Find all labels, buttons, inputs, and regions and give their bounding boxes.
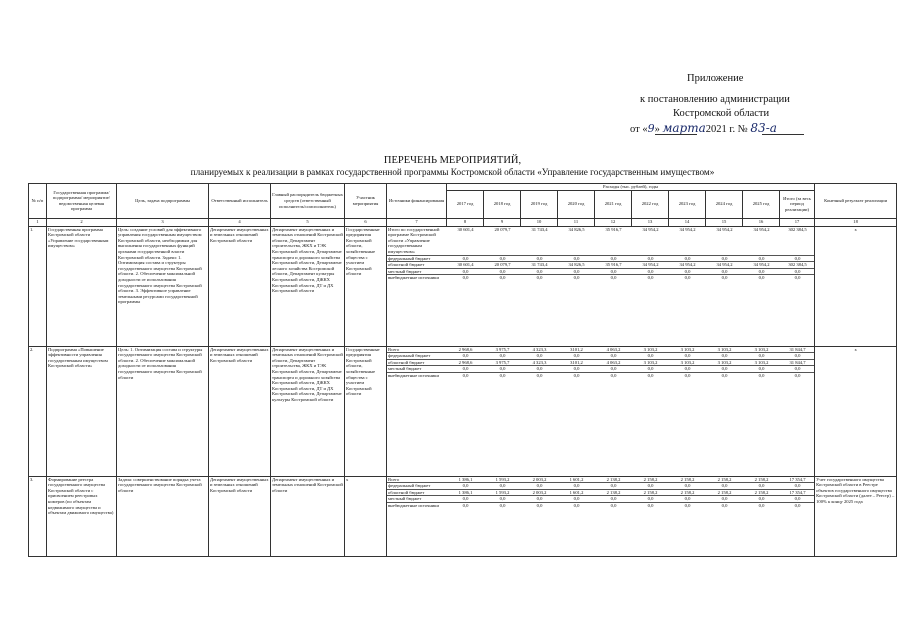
financing-year-value: 3 103,2 bbox=[669, 347, 706, 353]
financing-year-value: 31 743,4 bbox=[521, 227, 558, 255]
financing-table bbox=[387, 347, 815, 379]
financing-year-value: 0,0 bbox=[536, 275, 543, 281]
financing-year-value: 1 593,2 bbox=[484, 477, 521, 483]
financing-year-value: 0,0 bbox=[558, 353, 595, 360]
column-number-row bbox=[29, 218, 897, 226]
financing-year-value: 0,0 bbox=[462, 372, 469, 378]
financing-year-value: 0,0 bbox=[706, 353, 743, 360]
financing-year-value: 0,0 bbox=[521, 483, 558, 490]
year-header: 2019 год bbox=[521, 190, 558, 218]
financing-total-value: 17 354,7 bbox=[780, 477, 815, 483]
financing-row bbox=[387, 483, 815, 490]
financing-year-value: 20 079,7 bbox=[484, 262, 521, 269]
financing-row bbox=[387, 489, 815, 496]
financing-year-value: 0,0 bbox=[610, 502, 617, 508]
row-goal: Цель: 1. Оптимизация состава и структуры государственного имущества Костромской области. 2. Обеспечение максимальной доходности от использования государственного имущества Костромской области bbox=[117, 346, 209, 476]
col-number: 7 bbox=[387, 218, 447, 226]
financing-year-value: 0,0 bbox=[758, 502, 765, 508]
financing-row bbox=[387, 359, 815, 366]
financing-total-value: 302 384,5 bbox=[780, 262, 815, 269]
financing-source-label: областной бюджет bbox=[387, 489, 447, 496]
financing-year-value: 0,0 bbox=[743, 255, 780, 262]
col-number: 3 bbox=[117, 218, 209, 226]
handwritten-month: марта bbox=[662, 121, 706, 135]
row-result: x bbox=[815, 226, 897, 346]
financing-year-value: 0,0 bbox=[447, 483, 484, 490]
financing-year-value: 0,0 bbox=[536, 502, 543, 508]
financing-year-value: 4 063,2 bbox=[595, 359, 632, 366]
financing-year-value: 1 601,2 bbox=[558, 477, 595, 483]
row-executor: Департамент имущественных и земельных отношений Костромской области bbox=[209, 226, 271, 346]
financing-year-value: 3 103,2 bbox=[632, 347, 669, 353]
col-number: 12 bbox=[595, 218, 632, 226]
financing-source-label: областной бюджет bbox=[387, 262, 447, 269]
row-name: Государственная программа Костромской области «Управление государственным имуществом» bbox=[47, 226, 117, 346]
financing-year-value: 0,0 bbox=[595, 483, 632, 490]
year-header: 2017 год bbox=[447, 190, 484, 218]
financing-year-value: 2 158,2 bbox=[632, 489, 669, 496]
financing-year-value: 0,0 bbox=[632, 366, 669, 373]
financing-year-value: 0,0 bbox=[721, 275, 728, 281]
col-goal-header: Цель, задача подпрограммы bbox=[117, 184, 209, 219]
financing-year-value: 34 826,5 bbox=[558, 227, 595, 255]
financing-year-value: 0,0 bbox=[499, 372, 506, 378]
financing-year-value: 2 003,2 bbox=[521, 477, 558, 483]
financing-year-value: 0,0 bbox=[721, 502, 728, 508]
financing-year-value: 0,0 bbox=[595, 353, 632, 360]
financing-source-label: областной бюджет bbox=[387, 359, 447, 366]
financing-year-value: 31 743,4 bbox=[521, 262, 558, 269]
col-number: 13 bbox=[632, 218, 669, 226]
header-row-1 bbox=[29, 184, 897, 191]
document-title: ПЕРЕЧЕНЬ МЕРОПРИЯТИЙ, bbox=[383, 155, 522, 166]
financing-year-value: 0,0 bbox=[647, 502, 654, 508]
financing-year-value: 0,0 bbox=[536, 372, 543, 378]
year-header: 2022 год bbox=[632, 190, 669, 218]
financing-row bbox=[387, 372, 815, 378]
col-number: 16 bbox=[743, 218, 780, 226]
row-number: 1. bbox=[29, 226, 47, 346]
year-header: 2020 год bbox=[558, 190, 595, 218]
row-manager: Департамент имущественных и земельных отношений Костромской области, Департамент строительства, ЖКХ и ТЭК Костромской области, Департамент транспорта и дорожного хозяйства Костромской области, Департамент лесного хозяйства Костромской области, Департамент культуры Костромской области, ДЖКХ Костромской области, ДТ и ДХ Костромской области bbox=[271, 226, 345, 346]
financing-year-value: 0,0 bbox=[558, 496, 595, 503]
financing-source-label: местный бюджет bbox=[387, 366, 447, 373]
col-no-header: № п/п bbox=[29, 184, 47, 219]
financing-year-value: 3 975,7 bbox=[484, 347, 521, 353]
financing-year-value: 0,0 bbox=[684, 502, 691, 508]
financing-source-label: федеральный бюджет bbox=[387, 353, 447, 360]
financing-year-value: 0,0 bbox=[595, 255, 632, 262]
financing-total-value: 0,0 bbox=[780, 255, 815, 262]
financing-year-value: 0,0 bbox=[447, 255, 484, 262]
row-result: x bbox=[815, 346, 897, 476]
financing-year-value: 20 079,7 bbox=[484, 227, 521, 255]
financing-year-value: 1 593,2 bbox=[484, 489, 521, 496]
handwritten-number: 83-а bbox=[750, 121, 777, 135]
financing-year-value: 0,0 bbox=[743, 353, 780, 360]
col-manager-header: Главный распорядитель бюджетных средств (ответственный исполнитель/соисполнитель) bbox=[271, 184, 345, 219]
financing-year-value: 2 158,2 bbox=[669, 477, 706, 483]
financing-table bbox=[387, 477, 815, 509]
financing-year-value: 0,0 bbox=[447, 268, 484, 275]
financing-year-value: 0,0 bbox=[573, 372, 580, 378]
financing-year-value: 0,0 bbox=[573, 275, 580, 281]
financing-year-value: 0,0 bbox=[632, 353, 669, 360]
financing-source-label: федеральный бюджет bbox=[387, 255, 447, 262]
date-year: 2021 г. № bbox=[705, 124, 748, 135]
financing-year-value: 0,0 bbox=[706, 255, 743, 262]
row-participant: x bbox=[345, 476, 387, 556]
col-number: 17 bbox=[780, 218, 815, 226]
table-row bbox=[29, 476, 897, 556]
financing-year-value: 0,0 bbox=[484, 496, 521, 503]
financing-year-value: 34 954,2 bbox=[632, 227, 669, 255]
col-participant-header: Участник мероприятия bbox=[345, 184, 387, 219]
financing-year-value: 3 103,2 bbox=[706, 359, 743, 366]
financing-year-value: 0,0 bbox=[447, 353, 484, 360]
financing-year-value: 0,0 bbox=[632, 496, 669, 503]
financing-year-value: 0,0 bbox=[558, 483, 595, 490]
financing-year-value: 1 386,1 bbox=[447, 489, 484, 496]
financing-year-value: 0,0 bbox=[632, 268, 669, 275]
table-body bbox=[29, 226, 897, 556]
financing-source-label: внебюджетные источники bbox=[388, 372, 439, 378]
decree-date-line bbox=[630, 121, 777, 137]
financing-year-value: 0,0 bbox=[743, 496, 780, 503]
financing-year-value: 0,0 bbox=[706, 483, 743, 490]
financing-total-value: 0,0 bbox=[780, 496, 815, 503]
financing-total-value: 31 844,7 bbox=[780, 347, 815, 353]
year-header: 2025 год bbox=[743, 190, 780, 218]
financing-total-value: 0,0 bbox=[794, 372, 801, 378]
financing-year-value: 0,0 bbox=[484, 366, 521, 373]
table-row bbox=[29, 226, 897, 346]
row-participant: Государственные предприятия Костромской области, хозяйственные общества с участием Костромской области bbox=[345, 346, 387, 476]
financing-row bbox=[387, 496, 815, 503]
financing-row bbox=[387, 275, 815, 281]
financing-source-label: местный бюджет bbox=[387, 268, 447, 275]
financing-year-value: 0,0 bbox=[669, 268, 706, 275]
financing-year-value: 0,0 bbox=[521, 353, 558, 360]
financing-year-value: 0,0 bbox=[521, 366, 558, 373]
financing-year-value: 30 601,4 bbox=[447, 262, 484, 269]
financing-year-value: 2 158,2 bbox=[743, 477, 780, 483]
financing-year-value: 0,0 bbox=[573, 502, 580, 508]
financing-year-value: 35 916,7 bbox=[595, 262, 632, 269]
financing-year-value: 0,0 bbox=[558, 366, 595, 373]
financing-block bbox=[387, 476, 815, 556]
col-number: 10 bbox=[521, 218, 558, 226]
financing-total-value: 0,0 bbox=[794, 502, 801, 508]
row-result: Учет государственного имущества Костромской области в Реестре объектов государственного имущества Костромской области (далее – Реестр) – 100% к концу 2025 года bbox=[815, 476, 897, 556]
row-goal: Задача: совершенствование порядка учета государственного имущества Костромской области bbox=[117, 476, 209, 556]
financing-year-value: 0,0 bbox=[558, 268, 595, 275]
col-number: 1 bbox=[29, 218, 47, 226]
financing-year-value: 0,0 bbox=[647, 372, 654, 378]
financing-year-value: 3 103,2 bbox=[706, 347, 743, 353]
col-result-header: Конечный результат реализации bbox=[815, 184, 897, 219]
measures-table bbox=[28, 183, 897, 557]
col-name-header: Государственная программа/подпрограмма/ мероприятие/ ведомственная целевая программа bbox=[47, 184, 117, 219]
document-subtitle: планируемых к реализации в рамках государственной программы Костромской области «Управление государственным имуществом» bbox=[190, 167, 715, 177]
handwritten-day: 9 bbox=[647, 122, 655, 135]
financing-row bbox=[387, 353, 815, 360]
col-executor-header: Ответственный исполнитель bbox=[209, 184, 271, 219]
financing-year-value: 2 158,2 bbox=[632, 477, 669, 483]
financing-year-value: 2 968,6 bbox=[447, 347, 484, 353]
col-number: 11 bbox=[558, 218, 595, 226]
financing-year-value: 0,0 bbox=[669, 353, 706, 360]
financing-year-value: 0,0 bbox=[595, 496, 632, 503]
financing-year-value: 3 103,2 bbox=[743, 347, 780, 353]
table-row bbox=[29, 346, 897, 476]
financing-year-value: 0,0 bbox=[743, 366, 780, 373]
financing-total-value: 31 844,7 bbox=[780, 359, 815, 366]
financing-year-value: 0,0 bbox=[669, 483, 706, 490]
financing-year-value: 34 954,2 bbox=[706, 262, 743, 269]
financing-year-value: 0,0 bbox=[632, 483, 669, 490]
financing-source-label: внебюджетные источники bbox=[388, 275, 439, 281]
financing-year-value: 34 954,2 bbox=[669, 227, 706, 255]
financing-year-value: 2 158,2 bbox=[706, 489, 743, 496]
financing-year-value: 3101,2 bbox=[558, 347, 595, 353]
row-number: 3. bbox=[29, 476, 47, 556]
financing-year-value: 0,0 bbox=[521, 268, 558, 275]
financing-year-value: 0,0 bbox=[743, 483, 780, 490]
financing-year-value: 0,0 bbox=[647, 275, 654, 281]
row-executor: Департамент имущественных и земельных отношений Костромской области bbox=[209, 346, 271, 476]
financing-year-value: 34 954,2 bbox=[743, 227, 780, 255]
financing-year-value: 0,0 bbox=[558, 255, 595, 262]
row-manager: Департамент имущественных и земельных отношений Костромской области, Департамент строительства, ЖКХ и ТЭК Костромской области, Департамент транспорта и дорожного хозяйства Костромской области, ДЖКХ Костромской области, ДТ и ДХ Костромской области, Департамент культуры Костромской области bbox=[271, 346, 345, 476]
financing-year-value: 0,0 bbox=[758, 372, 765, 378]
year-header: 2018 год bbox=[484, 190, 521, 218]
financing-year-value: 0,0 bbox=[484, 255, 521, 262]
financing-source-label: Всего bbox=[387, 477, 447, 483]
financing-table bbox=[387, 227, 815, 281]
financing-year-value: 2 158,2 bbox=[743, 489, 780, 496]
row-goal: Цель: создание условий для эффективного управления государственным имуществом Костромской области, необходимым для выполнения государственных функций органами государственной власти Костромской области. Задачи: 1. Оптимизация состава и структуры государственного имущества Костромской области. 2. Обеспечение максимальной доходности от использования государственного имущества Костромской области. 3. Эффективное управление земельными ресурсами государственной программы bbox=[117, 226, 209, 346]
col-number: 5 bbox=[271, 218, 345, 226]
date-prefix: от « bbox=[630, 124, 648, 135]
col-number: 4 bbox=[209, 218, 271, 226]
financing-row bbox=[387, 502, 815, 508]
financing-year-value: 1 386,1 bbox=[447, 477, 484, 483]
financing-row bbox=[387, 255, 815, 262]
decree-line-1: к постановлению администрации bbox=[640, 94, 790, 105]
financing-year-value: 0,0 bbox=[484, 483, 521, 490]
row-executor: Департамент имущественных и земельных отношений Костромской области bbox=[209, 476, 271, 556]
financing-year-value: 0,0 bbox=[484, 353, 521, 360]
financing-total-value: 0,0 bbox=[780, 366, 815, 373]
row-name: Подпрограмма «Повышение эффективности управления государственным имуществом Костромской области» bbox=[47, 346, 117, 476]
financing-year-value: 0,0 bbox=[684, 275, 691, 281]
financing-year-value: 35 916,7 bbox=[595, 227, 632, 255]
financing-year-value: 2 138,2 bbox=[595, 477, 632, 483]
financing-year-value: 0,0 bbox=[706, 268, 743, 275]
financing-total-value: 0,0 bbox=[780, 268, 815, 275]
financing-year-value: 3101,2 bbox=[558, 359, 595, 366]
col-source-header: Источники финансирования bbox=[387, 184, 447, 219]
col-number: 8 bbox=[447, 218, 484, 226]
financing-year-value: 0,0 bbox=[669, 255, 706, 262]
appendix-label: Приложение bbox=[687, 73, 744, 84]
financing-year-value: 0,0 bbox=[721, 372, 728, 378]
financing-total-value: 0,0 bbox=[780, 353, 815, 360]
financing-year-value: 2 158,2 bbox=[706, 477, 743, 483]
financing-block bbox=[387, 226, 815, 346]
financing-year-value: 0,0 bbox=[595, 366, 632, 373]
financing-year-value: 34 826,5 bbox=[558, 262, 595, 269]
col-number: 6 bbox=[345, 218, 387, 226]
financing-year-value: 3 103,2 bbox=[743, 359, 780, 366]
financing-year-value: 4 063,2 bbox=[595, 347, 632, 353]
col-number: 15 bbox=[706, 218, 743, 226]
row-participant: Государственные предприятия Костромской области, хозяйственные общества с участием Костромской области bbox=[345, 226, 387, 346]
financing-year-value: 0,0 bbox=[499, 502, 506, 508]
financing-block bbox=[387, 346, 815, 476]
year-header: 2024 год bbox=[706, 190, 743, 218]
col-number: 14 bbox=[669, 218, 706, 226]
financing-year-value: 0,0 bbox=[521, 255, 558, 262]
financing-year-value: 0,0 bbox=[462, 275, 469, 281]
financing-source-label: местный бюджет bbox=[387, 496, 447, 503]
row-number: 2. bbox=[29, 346, 47, 476]
financing-total-value: 17 354,7 bbox=[780, 489, 815, 496]
financing-year-value: 0,0 bbox=[484, 268, 521, 275]
financing-row bbox=[387, 227, 815, 255]
financing-year-value: 2 003,2 bbox=[521, 489, 558, 496]
financing-year-value: 0,0 bbox=[743, 268, 780, 275]
row-name: Формирование реестра государственного имущества Костромской области с присвоением реестровых номеров (по объектам недвижимого имущества и объектам движимого имущества) bbox=[47, 476, 117, 556]
financing-year-value: 0,0 bbox=[669, 366, 706, 373]
financing-year-value: 3 975,7 bbox=[484, 359, 521, 366]
decree-line-2: Костромской области bbox=[673, 108, 770, 119]
financing-year-value: 34 954,2 bbox=[669, 262, 706, 269]
financing-year-value: 0,0 bbox=[669, 496, 706, 503]
financing-year-value: 0,0 bbox=[595, 268, 632, 275]
col-number: 9 bbox=[484, 218, 521, 226]
total-header: Итого (за весь период реализации) bbox=[780, 190, 815, 218]
financing-row bbox=[387, 262, 815, 269]
financing-year-value: 3 103,2 bbox=[632, 359, 669, 366]
financing-total-value: 302 384,5 bbox=[780, 227, 815, 255]
financing-year-value: 2 158,2 bbox=[669, 489, 706, 496]
financing-row bbox=[387, 366, 815, 373]
financing-year-value: 0,0 bbox=[632, 255, 669, 262]
financing-year-value: 0,0 bbox=[447, 496, 484, 503]
financing-total-value: 0,0 bbox=[794, 275, 801, 281]
date-day-close: » bbox=[654, 124, 660, 135]
financing-year-value: 0,0 bbox=[462, 502, 469, 508]
col-number: 2 bbox=[47, 218, 117, 226]
financing-year-value: 1 601,2 bbox=[558, 489, 595, 496]
financing-year-value: 3 103,2 bbox=[669, 359, 706, 366]
number-underline bbox=[762, 134, 804, 135]
financing-source-label: внебюджетные источники bbox=[388, 502, 439, 508]
financing-source-label: Итого по государственной программе Костромской области «Управление государственным имуществом» bbox=[387, 227, 447, 255]
signature-underline bbox=[655, 134, 697, 135]
financing-year-value: 2 138,2 bbox=[595, 489, 632, 496]
row-manager: Департамент имущественных и земельных отношений Костромской области bbox=[271, 476, 345, 556]
financing-year-value: 0,0 bbox=[521, 496, 558, 503]
financing-row bbox=[387, 268, 815, 275]
col-costs-header: Расходы (тыс. рублей), годы bbox=[447, 184, 815, 191]
financing-year-value: 0,0 bbox=[758, 275, 765, 281]
financing-year-value: 34 954,2 bbox=[706, 227, 743, 255]
financing-year-value: 0,0 bbox=[499, 275, 506, 281]
financing-total-value: 0,0 bbox=[780, 483, 815, 490]
financing-year-value: 0,0 bbox=[684, 372, 691, 378]
financing-year-value: 4 323,3 bbox=[521, 347, 558, 353]
financing-year-value: 4 323,3 bbox=[521, 359, 558, 366]
year-header: 2021 год bbox=[595, 190, 632, 218]
financing-year-value: 0,0 bbox=[447, 366, 484, 373]
financing-year-value: 34 954,2 bbox=[632, 262, 669, 269]
year-header: 2023 год bbox=[669, 190, 706, 218]
col-number: 18 bbox=[815, 218, 897, 226]
financing-source-label: Всего bbox=[387, 347, 447, 353]
financing-year-value: 0,0 bbox=[610, 372, 617, 378]
financing-year-value: 2 968,6 bbox=[447, 359, 484, 366]
financing-year-value: 0,0 bbox=[706, 366, 743, 373]
financing-year-value: 34 954,2 bbox=[743, 262, 780, 269]
financing-source-label: федеральный бюджет bbox=[387, 483, 447, 490]
financing-year-value: 0,0 bbox=[706, 496, 743, 503]
financing-year-value: 0,0 bbox=[610, 275, 617, 281]
financing-year-value: 30 601,4 bbox=[447, 227, 484, 255]
